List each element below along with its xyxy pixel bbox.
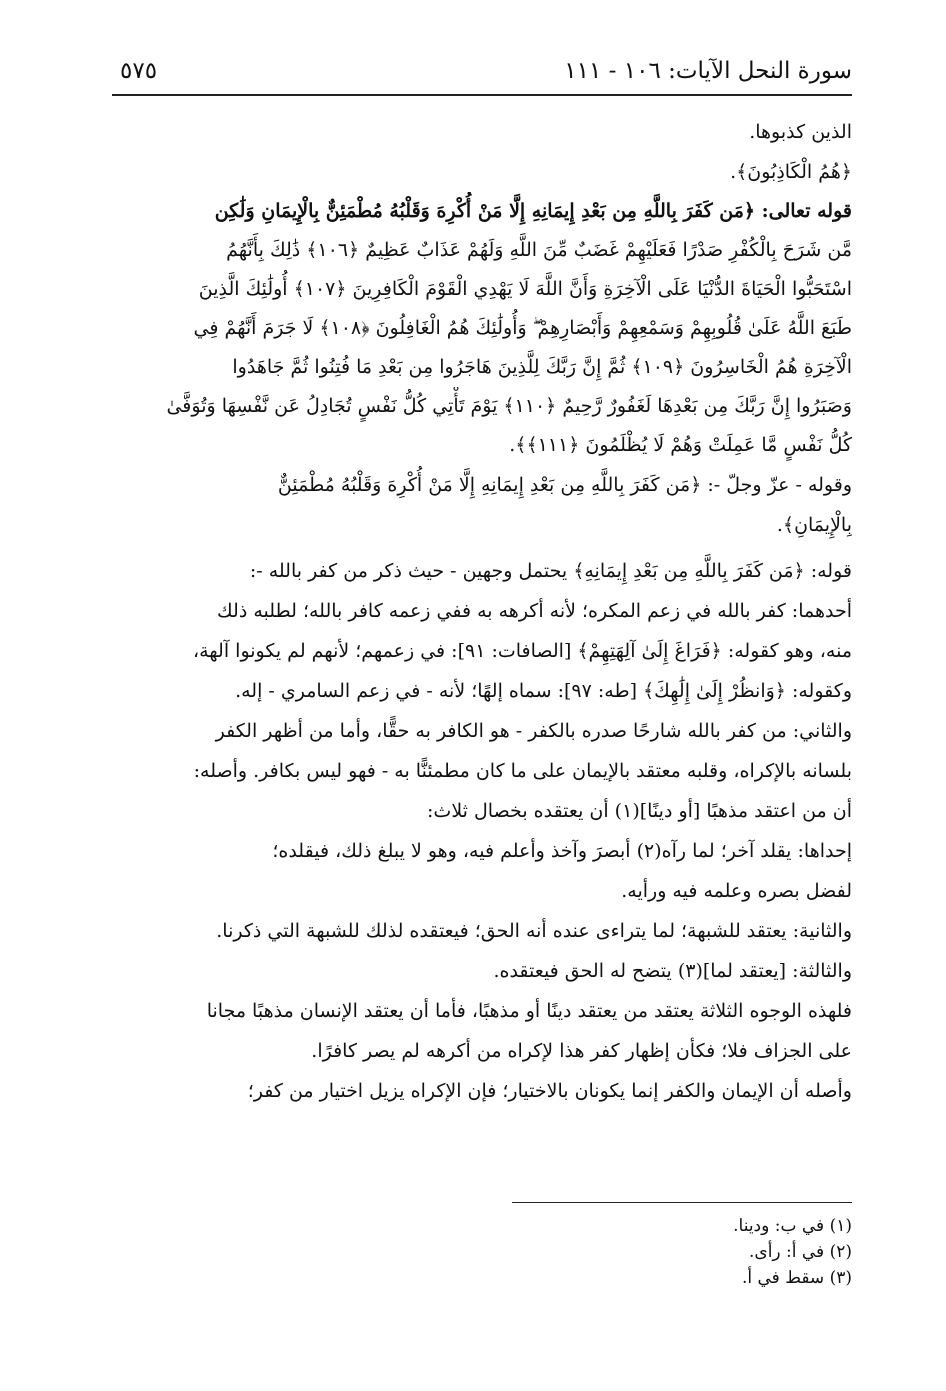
text-line: لفضل بصره وعلمه فيه ورأيه.	[621, 880, 852, 902]
text-line: وقوله - عزّ وجلّ -: ﴿مَن كَفَرَ بِاللَّهِ مِن بَعْدِ إِيمَانِهِ إِلَّا مَنْ أُكْرِهَ وَقَلْبُهُ مُطْمَئِنٌّ	[277, 474, 852, 496]
footnote: (٢) في أ: رأى.	[748, 1242, 852, 1262]
page-header	[112, 56, 852, 96]
text-line: بِالْإِيمَانِ﴾.	[776, 514, 852, 536]
text-line: منه، وهو كقوله: ﴿فَرَاغَ إِلَىٰ آلِهَتِهِمْ﴾ [الصافات: ٩١]: في زعمهم؛ لأنهم لم يكونوا آلهة،	[192, 640, 852, 662]
text-line: أن من اعتقد مذهبًا [أو دينًا](١) أن يعتقده بخصال ثلاث:	[427, 800, 852, 822]
verse-line: قوله تعالى: ﴿مَن كَفَرَ بِاللَّهِ مِن بَعْدِ إِيمَانِهِ إِلَّا مَنْ أُكْرِهَ وَقَلْبُهُ مُطْمَئِنٌّ بِالْإِيمَانِ وَلَٰكِن	[214, 200, 852, 222]
text-line: وكقوله: ﴿وَانظُرْ إِلَىٰ إِلَٰهِكَ﴾ [طه: ٩٧]: سماه إلهًا؛ لأنه - في زعم السامري - إله.	[235, 680, 852, 702]
text-line: أحدهما: كفر بالله في زعم المكره؛ لأنه أكرهه به ففي زعمه كافر بالله؛ لطلبه ذلك	[217, 600, 852, 622]
verse-line: الْآخِرَةِ هُمُ الْخَاسِرُونَ ﴿١٠٩﴾ ثُمَّ إِنَّ رَبَّكَ لِلَّذِينَ هَاجَرُوا مِن بَعْدِ مَا فُتِنُوا ثُمَّ جَاهَدُوا	[232, 356, 852, 378]
running-title: سورة النحل الآيات: ١٠٦ - ١١١	[564, 58, 852, 84]
text-line: والثاني: من كفر بالله شارحًا صدره بالكفر - هو الكافر به حقًّا، وأما من أظهر الكفر	[215, 720, 852, 742]
footnote: (٣) سقط في أ.	[741, 1268, 852, 1288]
quran-quote: ﴿هُمُ الْكَاذِبُونَ﴾.	[730, 161, 852, 183]
text-line: بلسانه بالإكراه، وقلبه معتقد بالإيمان على ما كان مطمئنًّا به - فهو ليس بكافر. وأصله:	[193, 760, 852, 782]
verse-line: كُلُّ نَفْسٍ مَّا عَمِلَتْ وَهُمْ لَا يُظْلَمُونَ ﴿١١١﴾﴾.	[509, 434, 852, 456]
main-text	[112, 112, 852, 1111]
footnote: (١) في ب: ودينا.	[733, 1216, 852, 1236]
text-line: والثالثة: [يعتقد لما](٣) يتضح له الحق فيعتقده.	[493, 960, 852, 982]
verse-line: طَبَعَ اللَّهُ عَلَىٰ قُلُوبِهِمْ وَسَمْعِهِمْ وَأَبْصَارِهِمْ ۖ وَأُولَٰئِكَ هُمُ الْغَافِلُونَ ﴿١٠٨﴾ لَا جَرَمَ أَنَّهُمْ فِي	[193, 317, 852, 339]
footnote-divider	[512, 1202, 852, 1203]
text-line: إحداها: يقلد آخر؛ لما رآه(٢) أبصرَ وآخذ وأعلم فيه، وهو لا يبلغ ذلك، فيقلده؛	[272, 840, 852, 862]
text-line: وأصله أن الإيمان والكفر إنما يكونان بالاختيار؛ فإن الإكراه يزيل اختيار من كفر؛	[247, 1080, 852, 1102]
text-line: والثانية: يعتقد للشبهة؛ لما يتراءى عنده أنه الحق؛ فيعتقده لذلك للشبهة التي ذكرنا.	[216, 920, 852, 942]
page-number: ٥٧٥	[120, 58, 158, 84]
text-line: فلهذه الوجوه الثلاثة يعتقد من يعتقد دينًا أو مذهبًا، فأما أن يعتقد الإنسان مذهبًا مجانا	[206, 1000, 852, 1022]
footnotes	[112, 1213, 852, 1291]
text-line: على الجزاف فلا؛ فكأن إظهار كفر هذا لإكراه من أكرهه لم يصر كافرًا.	[311, 1040, 852, 1062]
verse-line: وَصَبَرُوا إِنَّ رَبَّكَ مِن بَعْدِهَا لَغَفُورٌ رَّحِيمٌ ﴿١١٠﴾ يَوْمَ تَأْتِي كُلُّ نَفْسٍ تُجَادِلُ عَن نَّفْسِهَا وَتُوَفَّىٰ	[166, 395, 852, 417]
verse-line: مَّن شَرَحَ بِالْكُفْرِ صَدْرًا فَعَلَيْهِمْ غَضَبٌ مِّنَ اللَّهِ وَلَهُمْ عَذَابٌ عَظِيمٌ ﴿١٠٦﴾ ذَٰلِكَ بِأَنَّهُمُ	[226, 239, 852, 261]
verse-line: اسْتَحَبُّوا الْحَيَاةَ الدُّنْيَا عَلَى الْآخِرَةِ وَأَنَّ اللَّهَ لَا يَهْدِي الْقَوْمَ الْكَافِرِينَ ﴿١٠٧﴾ أُولَٰئِكَ الَّذِينَ	[198, 278, 852, 300]
text-line: قوله: ﴿مَن كَفَرَ بِاللَّهِ مِن بَعْدِ إِيمَانِهِ﴾ يحتمل وجهين - حيث ذكر من كفر بالله -:	[249, 560, 852, 582]
text-line: الذين كذبوها.	[749, 121, 852, 143]
